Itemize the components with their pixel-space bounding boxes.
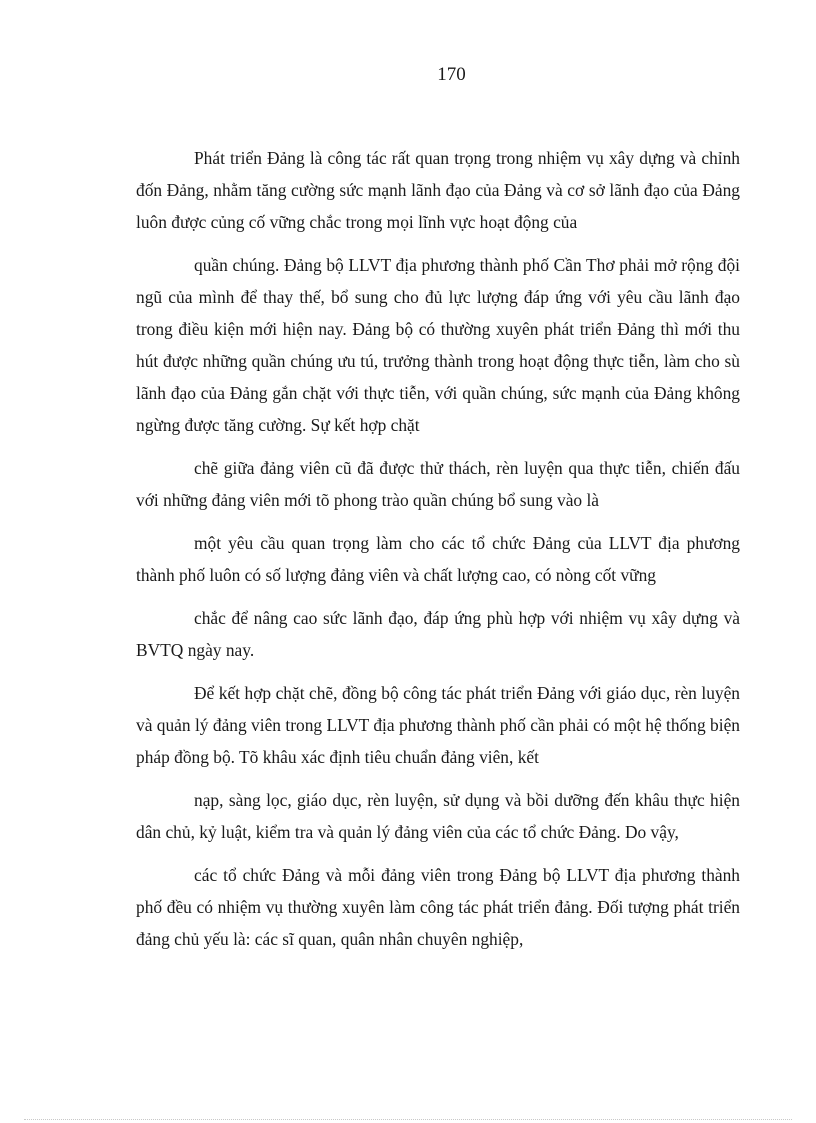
- page-number: 170: [437, 64, 466, 85]
- paragraph-1: Phát triển Đảng là công tác rất quan trọng trong nhiệm vụ xây dựng và chỉnh đốn Đảng, nhằm tăng cường sức mạnh lãnh đạo của Đảng và cơ sở lãnh đạo của Đảng luôn được củng cố vững chắc trong mọi lĩnh vực hoạt động của: [136, 148, 740, 232]
- paragraph-6: Để kết hợp chặt chẽ, đồng bộ công tác phát triển Đảng với giáo dục, rèn luyện và quản lý đảng viên trong LLVT địa phương thành phố cần phải có một hệ thống biện pháp đồng bộ. Tõ khâu xác định tiêu chuẩn đảng viên, kết: [136, 683, 740, 767]
- paragraph-3: chẽ giữa đảng viên cũ đã được thử thách, rèn luyện qua thực tiễn, chiến đấu với những đảng viên mới tõ phong trào quần chúng bổ sung vào là: [136, 458, 740, 510]
- paragraph-7: nạp, sàng lọc, giáo dục, rèn luyện, sử dụng và bồi dưỡng đến khâu thực hiện dân chủ, kỷ luật, kiểm tra và quản lý đảng viên của các tổ chức Đảng. Do vậy,: [136, 790, 740, 842]
- paragraph-5: chắc để nâng cao sức lãnh đạo, đáp ứng phù hợp với nhiệm vụ xây dựng và BVTQ ngày nay.: [136, 608, 740, 660]
- paragraph-2: quần chúng. Đảng bộ LLVT địa phương thành phố Cần Thơ phải mở rộng đội ngũ của mình để thay thế, bổ sung cho đủ lực lượng đáp ứng với yêu cầu lãnh đạo trong điều kiện mới hiện nay. Đảng bộ có thường xuyên phát triển Đảng thì mới thu hút được những quần chúng ưu tú, trưởng thành trong hoạt động thực tiễn, làm cho sù lãnh đạo của Đảng gắn chặt với thực tiễn, với quần chúng, sức mạnh của Đảng không ngừng được tăng cường. Sự kết hợp chặt: [136, 255, 740, 435]
- paragraph-8: các tổ chức Đảng và mỗi đảng viên trong Đảng bộ LLVT địa phương thành phố đều có nhiệm vụ thường xuyên làm công tác phát triển đảng. Đối tượng phát triển đảng chủ yếu là: các sĩ quan, quân nhân chuyên nghiệp,: [136, 865, 740, 949]
- document-body: [136, 142, 740, 966]
- paragraph-4: một yêu cầu quan trọng làm cho các tổ chức Đảng của LLVT địa phương thành phố luôn có số lượng đảng viên và chất lượng cao, có nòng cốt vững: [136, 533, 740, 585]
- page-bottom-divider: [24, 1119, 792, 1120]
